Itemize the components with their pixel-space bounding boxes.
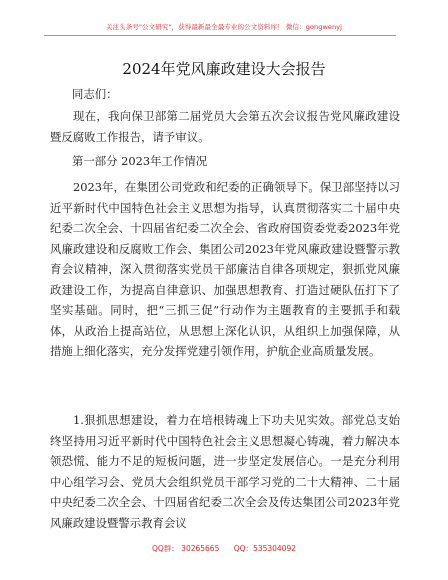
footer-contact (0, 543, 448, 554)
footer-qq-group: QQ群： 30265665 (151, 544, 220, 553)
header-divider (44, 35, 396, 36)
document-title: 2024年党风廉政建设大会报告 (122, 60, 326, 78)
salutation: 同志们： (72, 87, 118, 101)
body-paragraph-1: 2023年，在集团公司党政和纪委的正确领导下。保卫部坚持以习近平新时代中国特色社会主义思想为指导，认真贯彻落实二十届中央纪委二次全会、十四届省纪委二次全会、省政府国资委党委2023年党风廉政建设和反腐败工作会、集团公司2023年党风廉政建设暨警示教育会议精神，深入贯彻落实党员干部廉洁自律各项规定，狠抓党风廉政建设工作，为提高自律意识、加强思想教育、打造过硬队伍打下了坚实基础。同时，把“三抓三促”行动作为主题教育的主要抓手和载体，从政治上提高站位，从思想上深化认识，从组织上加强保障，从措施上细化落实，充分发挥党建引领作用，护航企业高质量发展。 (50, 180, 400, 358)
footer-qq-contact: QQ：535304092 (233, 544, 297, 553)
body-paragraph-2: 1.狠抓思想建设，着力在培根铸魂上下功夫见实效。部党总支始终坚持用习近平新时代中国特色社会主义思想凝心铸魂，着力解决本领恐慌、能力不足的短板问题，进一步坚定发展信心。一是充分利用中心组学习会、党员大会组织党员干部学习党的二十大精神、二十届中央纪委二次全会、十四届省纪委二次全会及传达集团公司2023年党风廉政建设暨警示教育会议 (50, 413, 400, 530)
header-banner: 关注头条号"公文研究"，获得最新最全最专业的公文资料库！ 微信：gongwenyj (105, 23, 343, 31)
intro-paragraph: 现在，我向保卫部第二届党员大会第五次会议报告党风廉政建设暨反腐败工作报告，请予审议。 (50, 109, 400, 144)
section-heading: 第一部分 2023年工作情况 (72, 154, 208, 168)
